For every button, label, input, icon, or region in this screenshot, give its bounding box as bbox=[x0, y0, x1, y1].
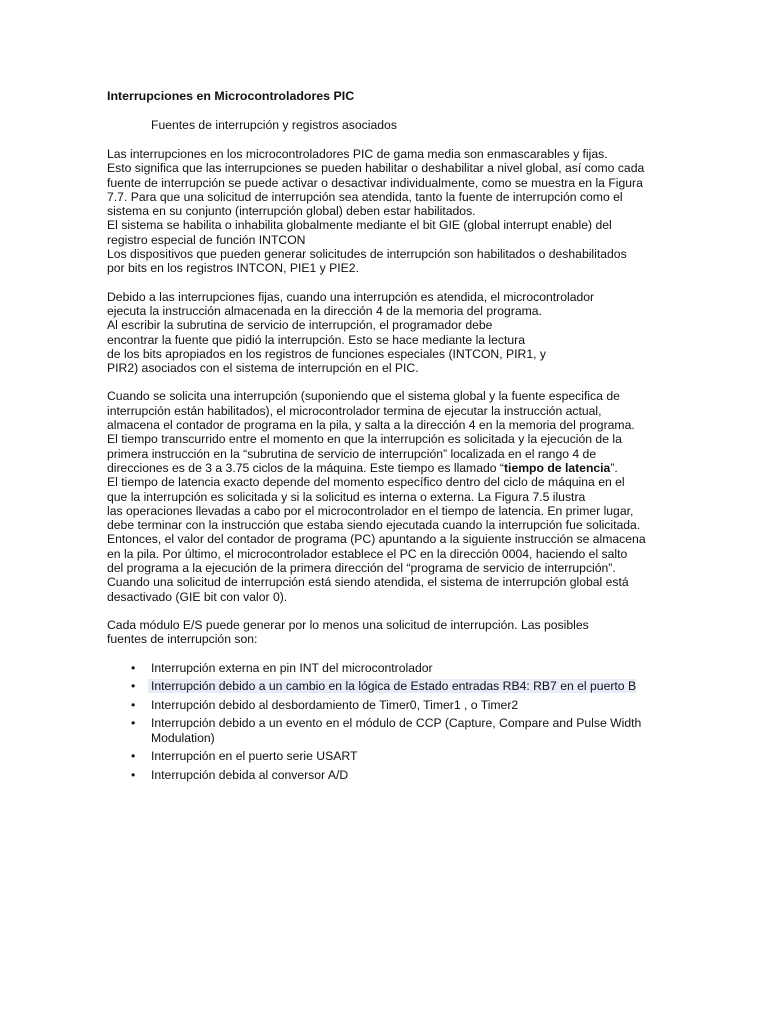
text-line: por bits en los registros INTCON, PIE1 y PIE2. bbox=[107, 261, 359, 276]
text-line: fuente de interrupción se puede activar o desactivar individualmente, como se muestra en la Figura bbox=[107, 175, 643, 190]
list-item bbox=[107, 679, 687, 693]
text-line: Cada módulo E/S puede generar por lo menos una solicitud de interrupción. Las posibles bbox=[107, 617, 589, 632]
list-item bbox=[107, 716, 687, 745]
text-line: El tiempo transcurrido entre el momento en que la interrupción es solicitada y la ejecución de la bbox=[107, 432, 622, 447]
interrupt-source-list bbox=[107, 661, 687, 783]
document-page bbox=[107, 89, 687, 786]
text-line: ejecuta la instrucción almacenada en la dirección 4 de la memoria del programa. bbox=[107, 303, 542, 318]
text-line: 7.7. Para que una solicitud de interrupción sea atendida, tanto la fuente de interrupción como el bbox=[107, 189, 623, 204]
text-line: debe terminar con la instrucción que estaba siendo ejecutada cuando la interrupción fue solicitada. bbox=[107, 518, 641, 533]
text-line: El sistema se habilita o inhabilita globalmente mediante el bit GIE (global interrupt enable) del bbox=[107, 218, 612, 233]
paragraph-overview bbox=[107, 147, 687, 276]
text-line: almacena el contador de programa en la pila, y salta a la dirección 4 en la memoria del programa. bbox=[107, 418, 635, 433]
text-line: Debido a las interrupciones fijas, cuando una interrupción es atendida, el microcontrolador bbox=[107, 289, 595, 304]
text-line: desactivado (GIE bit con valor 0). bbox=[107, 589, 288, 604]
text-line: las operaciones llevadas a cabo por el microcontrolador en el tiempo de latencia. En primer lugar, bbox=[107, 503, 634, 518]
text-line: sistema en su conjunto (interrupción global) deben estar habilitados. bbox=[107, 204, 476, 219]
paragraph-io-sources bbox=[107, 618, 687, 647]
highlighted-list-item-text: Interrupción debido a un cambio en la lógica de Estado entradas RB4: RB7 en el puerto B bbox=[148, 679, 636, 693]
bullet-icon: • bbox=[131, 767, 136, 782]
list-item bbox=[107, 749, 687, 763]
paragraph-latency bbox=[107, 389, 687, 603]
list-item-text: Interrupción externa en pin INT del microcontrolador bbox=[151, 660, 433, 675]
bullet-icon: • bbox=[131, 697, 136, 712]
text-line: interrupción están habilitados), el microcontrolador termina de ejecutar la instrucción actual, bbox=[107, 403, 602, 418]
latency-term: tiempo de latencia bbox=[504, 460, 611, 475]
list-item bbox=[107, 698, 687, 712]
document-subtitle: Fuentes de interrupción y registros asociados bbox=[151, 118, 397, 132]
list-item-text-continued: Modulation) bbox=[151, 730, 215, 745]
text-line: fuentes de interrupción son: bbox=[107, 632, 258, 647]
bullet-icon: • bbox=[131, 749, 136, 764]
paragraph-fixed-interrupts bbox=[107, 290, 687, 376]
text-line: registro especial de función INTCON bbox=[107, 232, 306, 247]
text-line: Entonces, el valor del contador de programa (PC) apuntando a la siguiente instrucción se almacena bbox=[107, 532, 646, 547]
text-line: encontrar la fuente que pidió la interrupción. Esto se hace mediante la lectura bbox=[107, 332, 526, 347]
text-line: en la pila. Por último, el microcontrolador establece el PC en la dirección 0004, haciendo el salto bbox=[107, 546, 628, 561]
bullet-icon: • bbox=[131, 679, 136, 694]
text-line: Cuando se solicita una interrupción (suponiendo que el sistema global y la fuente especifica de bbox=[107, 389, 620, 404]
text-line: que la interrupción es solicitada y si la solicitud es interna o externa. La Figura 7.5 ilustra bbox=[107, 489, 586, 504]
list-item-text: Interrupción en el puerto serie USART bbox=[151, 749, 358, 764]
list-item-text: Interrupción debido al desbordamiento de Timer0, Timer1 , o Timer2 bbox=[151, 697, 519, 712]
text-line: PIR2) asociados con el sistema de interrupción en el PIC. bbox=[107, 361, 419, 376]
list-item-text: Interrupción debida al conversor A/D bbox=[151, 767, 349, 782]
text-line: El tiempo de latencia exacto depende del momento específico dentro del ciclo de máquina en el bbox=[107, 475, 625, 490]
list-item bbox=[107, 768, 687, 782]
bullet-icon: • bbox=[131, 716, 136, 731]
list-item-text: Interrupción debido a un evento en el módulo de CCP (Capture, Compare and Pulse Width bbox=[151, 716, 642, 731]
list-item bbox=[107, 661, 687, 675]
text-line: Las interrupciones en los microcontroladores PIC de gama media son enmascarables y fijas. bbox=[107, 147, 608, 161]
document-title: Interrupciones en Microcontroladores PIC bbox=[107, 89, 355, 103]
latency-suffix: ”. bbox=[610, 460, 618, 475]
bullet-icon: • bbox=[131, 660, 136, 675]
text-line: Al escribir la subrutina de servicio de interrupción, el programador debe bbox=[107, 318, 493, 333]
text-line: Esto significa que las interrupciones se pueden habilitar o deshabilitar a nivel global, así como cada bbox=[107, 161, 645, 176]
text-line: Cuando una solicitud de interrupción está siendo atendida, el sistema de interrupción global está bbox=[107, 575, 629, 590]
latency-prefix: direcciones es de 3 a 3.75 ciclos de la máquina. Este tiempo es llamado “ bbox=[107, 460, 504, 475]
text-line: primera instrucción en la “subrutina de servicio de interrupción” localizada en el rango 4 de bbox=[107, 446, 597, 461]
text-line: de los bits apropiados en los registros de funciones especiales (INTCON, PIR1, y bbox=[107, 346, 546, 361]
text-line: del programa a la ejecución de la primera dirección del “programa de servicio de interrupción”. bbox=[107, 561, 616, 576]
text-line: Los dispositivos que pueden generar solicitudes de interrupción son habilitados o deshabilitados bbox=[107, 247, 627, 262]
latency-line bbox=[107, 461, 687, 475]
